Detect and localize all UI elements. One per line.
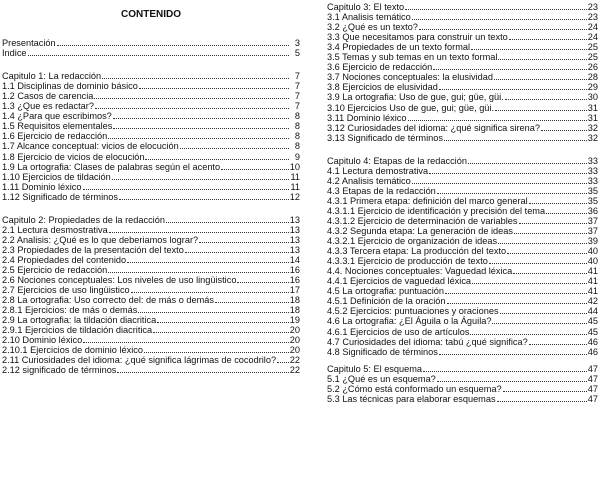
toc-entry-label: Capitulo 4: Etapas de la redacción (327, 155, 467, 166)
toc-leader-dots (131, 291, 289, 293)
toc-entry-page: 46 (587, 346, 598, 357)
toc-leader-dots (277, 361, 289, 363)
toc-entry-page: 22 (289, 365, 300, 376)
toc-entry-page: 8 (294, 121, 300, 132)
toc-entry (327, 196, 598, 206)
toc-entry-page: 16 (289, 264, 300, 275)
toc-entry (2, 305, 300, 315)
toc-entry-label: 2.5 Ejercicio de redacción (2, 264, 108, 275)
toc-leader-dots (507, 252, 587, 254)
toc-entry-label: 4.3.2.1 Ejercicio de organización de ideas (327, 236, 498, 247)
toc-entry-label: 3.4 Propiedades de un texto formal (327, 42, 471, 53)
toc-entry-page: 45 (587, 316, 598, 327)
toc-leader-dots (529, 343, 587, 345)
toc-entry-page: 24 (587, 22, 598, 33)
toc-entry (327, 236, 598, 246)
toc-entry (327, 113, 598, 123)
toc-entry-page: 40 (587, 256, 598, 267)
toc-entry (2, 121, 300, 131)
toc-entry-label: 4.7 Curiosidades del idioma: tabú ¿qué significa? (327, 336, 528, 347)
toc-entry-page: 33 (587, 175, 598, 186)
toc-entry-page: 7 (294, 91, 300, 102)
toc-entry-label: 2.3 Propiedades de la presentación del texto (2, 244, 184, 255)
toc-entry-page: 47 (587, 383, 598, 394)
toc-leader-dots (138, 311, 288, 313)
toc-entry-label: 2.8.1 Ejercicios: de más o demás (2, 305, 138, 316)
toc-leader-dots (529, 202, 587, 204)
toc-entry-label: 3.9 La ortografia: Uso de gue, gui; güe, güi. (327, 92, 504, 103)
toc-entry (2, 275, 300, 285)
toc-entry (2, 38, 300, 48)
toc-entry-page: 36 (587, 205, 598, 216)
toc-entry (327, 347, 598, 357)
toc-entry-page: 46 (587, 336, 598, 347)
toc-entry (327, 306, 598, 316)
toc-entry-label: 2.2 Analisis: ¿Qué es lo que deberiamos lograr? (2, 234, 199, 245)
toc-entry-label: 4.3 Etapas de la redacción (327, 185, 436, 196)
toc-entry-label: 4.8 Significado de términos (327, 346, 438, 357)
toc-entry-label: Capitulo 3: El texto (327, 2, 405, 13)
toc-left-column (2, 0, 300, 375)
toc-entry-page: 13 (289, 244, 300, 255)
toc-entry-label: Presentación (2, 38, 56, 49)
toc-leader-dots (112, 178, 289, 180)
toc-entry (327, 374, 598, 384)
toc-entry-page: 17 (289, 285, 300, 296)
toc-leader-dots (108, 271, 289, 273)
toc-leader-dots (185, 251, 289, 253)
toc-entry (2, 192, 300, 202)
toc-entry-label: 4.3.1 Primera etapa: definición del marco general (327, 195, 528, 206)
toc-entry (2, 131, 300, 141)
toc-entry (2, 355, 300, 365)
toc-entry-page: 11 (290, 171, 300, 182)
toc-entry-label: 1.9 La ortografia: Clases de palabras según el acento (2, 161, 221, 172)
toc-entry (2, 245, 300, 255)
toc-entry-page: 32 (587, 132, 598, 143)
toc-entry (2, 235, 300, 245)
toc-entry-page: 20 (289, 335, 300, 346)
toc-entry-label: 1.3 ¿Que es redactar? (2, 101, 94, 112)
toc-entry-label: 1.1 Disciplinas de dominio básico (2, 81, 138, 92)
toc-entry-label: 2.8 La ortografia: Uso correcto del: de más o demás (2, 295, 214, 306)
toc-entry-page: 7 (294, 71, 300, 82)
toc-entry-page: 39 (587, 236, 598, 247)
toc-entry-page: 20 (289, 325, 300, 336)
toc-entry-label: 4.5.2 Ejercicios: puntuaciones y oraciones (327, 306, 499, 317)
toc-entry-label: 4.4.1 Ejercicios de vaguedad léxica (327, 276, 472, 287)
toc-leader-dots (546, 212, 587, 214)
toc-entry-page: 18 (289, 295, 300, 306)
toc-leader-dots (498, 58, 586, 60)
toc-leader-dots (412, 182, 587, 184)
toc-entry-label: 3.1 Analisis temático (327, 12, 411, 23)
toc-leader-dots (439, 353, 587, 355)
toc-entry-label: 1.7 Alcance conceptual: vicios de elocución (2, 141, 179, 152)
page-title: CONTENIDO (121, 9, 181, 20)
toc-entry-label: 4.6.1 Ejercicios de uso de artículos (327, 326, 470, 337)
toc-entry-page: 31 (587, 112, 598, 123)
toc-entry-label: 5.2 ¿Cómo está conformado un esquema? (327, 383, 502, 394)
toc-leader-dots (95, 107, 289, 109)
toc-leader-dots (419, 28, 587, 30)
toc-entry (2, 81, 300, 91)
toc-leader-dots (468, 162, 587, 164)
toc-leader-dots (437, 192, 587, 194)
toc-leader-dots (83, 341, 289, 343)
toc-entry-page: 16 (289, 275, 300, 286)
toc-entry-label: 1.5 Requisitos elementales (2, 121, 113, 132)
toc-entry-label: 3.5 Temas y sub temas en un texto formal (327, 52, 498, 63)
toc-entry (327, 102, 598, 112)
toc-leader-dots (221, 168, 289, 170)
toc-leader-dots (237, 281, 288, 283)
toc-entry (327, 266, 598, 276)
toc-entry-label: 4.6 La ortografia: ¿El Águila o la Águila? (327, 316, 492, 327)
toc-entry (2, 335, 300, 345)
toc-entry-page: 23 (587, 2, 598, 13)
toc-entry (327, 316, 598, 326)
toc-leader-dots (500, 312, 587, 314)
toc-entry-page: 42 (587, 296, 598, 307)
toc-entry-page: 12 (289, 191, 300, 202)
toc-entry-page: 44 (587, 306, 598, 317)
toc-entry-page: 24 (587, 32, 598, 43)
toc-entry-label: 4.2 Analisis temático (327, 175, 411, 186)
toc-leader-dots (412, 18, 587, 20)
toc-entry-label: 2.4 Propiedades del contenido (2, 254, 127, 265)
toc-leader-dots (166, 221, 289, 223)
toc-entry-page: 8 (294, 131, 300, 142)
toc-entry-label: Indice (2, 48, 27, 59)
toc-entry-label: 1.4 ¿Para que escribimos? (2, 111, 112, 122)
toc-leader-dots (495, 109, 587, 111)
toc-entry (327, 256, 598, 266)
toc-entry (2, 255, 300, 265)
toc-leader-dots (444, 139, 587, 141)
toc-leader-dots (117, 371, 288, 373)
toc-leader-dots (447, 302, 587, 304)
toc-entry-label: 2.9 La ortografia: la tildación diacritica (2, 315, 157, 326)
toc-leader-dots (180, 147, 289, 149)
toc-entry-page: 5 (294, 48, 300, 59)
toc-entry (327, 337, 598, 347)
toc-entry-label: 4.3.1.1 Ejercicio de identificación y precisión del tema (327, 205, 546, 216)
toc-entry-label: 4.4. Nociones conceptuales: Vaguedad léxica (327, 266, 513, 277)
toc-entry (2, 365, 300, 375)
toc-entry-label: 5.3 Las técnicas para elaborar esquemas (327, 393, 496, 404)
toc-leader-dots (514, 232, 587, 234)
toc-entry (2, 225, 300, 235)
toc-entry (2, 91, 300, 101)
toc-leader-dots (513, 272, 587, 274)
toc-entry-page: 18 (289, 305, 300, 316)
toc-leader-dots (519, 222, 587, 224)
toc-entry-label: 1.10 Ejercicios de tildación (2, 171, 111, 182)
toc-entry-label: 3.2 ¿Qué es un texto? (327, 22, 418, 33)
toc-entry-label: 5.1 ¿Qué es un esquema? (327, 373, 436, 384)
toc-leader-dots (199, 241, 289, 243)
toc-leader-dots (108, 137, 289, 139)
toc-entry-label: 3.10 Ejercicios Uso de gue, gui; güe, güi. (327, 102, 495, 113)
toc-entry-label: 4.3.3.1 Ejercicio de producción de texto (327, 256, 488, 267)
toc-entry (2, 162, 300, 172)
toc-entry-page: 33 (587, 165, 598, 176)
toc-entry-page: 41 (587, 276, 598, 287)
toc-entry-label: 1.2 Casos de carencia (2, 91, 94, 102)
toc-entry (2, 265, 300, 275)
toc-leader-dots (472, 282, 587, 284)
toc-leader-dots (113, 117, 289, 119)
toc-leader-dots (541, 129, 587, 131)
toc-entry-label: 2.12 significado de términos (2, 365, 117, 376)
toc-entry-page: 30 (587, 92, 598, 103)
toc-list-right (327, 2, 598, 404)
toc-entry (327, 226, 598, 236)
toc-entry-label: 2.6 Nociones conceptuales: Los niveles de uso lingüistico (2, 275, 237, 286)
toc-entry (2, 48, 300, 58)
toc-entry (2, 141, 300, 151)
toc-entry (327, 286, 598, 296)
toc-entry-label: 3.7 Nociones conceptuales: la elusividad (327, 72, 493, 83)
toc-entry (327, 246, 598, 256)
toc-leader-dots (470, 333, 586, 335)
toc-entry (327, 186, 598, 196)
toc-entry-page: 47 (587, 363, 598, 374)
toc-entry (327, 326, 598, 336)
toc-entry-label: 3.3 Que necesitamos para construir un texto (327, 32, 508, 43)
toc-entry-label: 2.9.1 Ejercicios de tildación diacritica (2, 325, 153, 336)
toc-entry-page: 3 (294, 38, 300, 49)
toc-leader-dots (215, 301, 289, 303)
toc-entry-page: 8 (294, 111, 300, 122)
toc-leader-dots (445, 292, 587, 294)
toc-entry (327, 166, 598, 176)
toc-entry-label: 4.3.2 Segunda etapa: La generación de ideas (327, 226, 513, 237)
toc-entry-page: 37 (587, 215, 598, 226)
toc-entry-label: 3.8 Ejercicios de elusividad (327, 82, 438, 93)
toc-entry-page: 26 (587, 62, 598, 73)
toc-entry (327, 123, 598, 133)
toc-entry-page: 40 (587, 246, 598, 257)
toc-entry (327, 206, 598, 216)
toc-entry-label: 4.3.3 Tercera etapa: La producción del texto (327, 246, 507, 257)
toc-entry-page: 45 (587, 326, 598, 337)
toc-leader-dots (102, 77, 289, 79)
toc-entry-label: 3.11 Dominio léxico (327, 112, 407, 123)
toc-leader-dots (433, 68, 587, 70)
toc-leader-dots (509, 38, 587, 40)
toc-leader-dots (83, 188, 290, 190)
toc-entry (327, 176, 598, 186)
toc-entry-page: 22 (289, 355, 300, 366)
toc-entry (2, 285, 300, 295)
toc-entry-page: 41 (587, 286, 598, 297)
toc-entry-label: 1.11 Dominio léxico (2, 181, 82, 192)
toc-entry-page: 14 (289, 254, 300, 265)
toc-entry-page: 9 (294, 151, 300, 162)
toc-leader-dots (439, 88, 587, 90)
toc-entry-page: 47 (587, 393, 598, 404)
toc-entry-page: 19 (289, 315, 300, 326)
toc-entry-page: 13 (289, 234, 300, 245)
toc-entry (2, 315, 300, 325)
toc-entry-label: 2.1 Lectura desmostrativa (2, 224, 108, 235)
toc-entry (327, 133, 598, 143)
toc-entry-label: 4.1 Lectura demostrativa (327, 165, 429, 176)
toc-entry (2, 172, 300, 182)
toc-entry-page: 41 (587, 266, 598, 277)
toc-entry-label: Capitulo 5: El esquema (327, 363, 422, 374)
toc-leader-dots (429, 172, 587, 174)
toc-entry (327, 72, 598, 82)
toc-entry (2, 151, 300, 161)
toc-leader-dots (405, 8, 587, 10)
toc-entry-page: 13 (289, 214, 300, 225)
toc-entry-label: 1.8 Ejercicio de vicios de elocución (2, 151, 145, 162)
toc-entry-label: Capitulo 1: La redacción (2, 71, 102, 82)
toc-leader-dots (145, 158, 289, 160)
toc-entry (327, 92, 598, 102)
toc-leader-dots (127, 261, 289, 263)
toc-leader-dots (492, 322, 586, 324)
toc-leader-dots (144, 351, 289, 353)
toc-entry-label: Capitulo 2: Propiedades de la redacción (2, 214, 165, 225)
toc-entry (327, 276, 598, 286)
toc-leader-dots (489, 262, 587, 264)
toc-leader-dots (503, 390, 587, 392)
toc-leader-dots (109, 231, 289, 233)
toc-leader-dots (57, 44, 289, 46)
toc-leader-dots (408, 119, 587, 121)
toc-leader-dots (471, 48, 587, 50)
toc-entry-page: 10 (289, 161, 300, 172)
toc-entry-label: 3.12 Curiosidades del idioma: ¿qué significa sirena? (327, 122, 540, 133)
toc-entry-label: 2.7 Ejercicios de uso lingüistico (2, 285, 130, 296)
toc-entry-page: 25 (587, 42, 598, 53)
toc-entry-page: 37 (587, 226, 598, 237)
toc-entry-label: 4.5 La ortografia: puntuación (327, 286, 444, 297)
toc-entry (327, 296, 598, 306)
toc-list-left (2, 38, 300, 375)
toc-entry-page: 20 (289, 345, 300, 356)
toc-entry (2, 182, 300, 192)
toc-entry-page: 33 (587, 155, 598, 166)
toc-entry (2, 71, 300, 81)
toc-entry (327, 2, 598, 12)
toc-entry (327, 12, 598, 22)
toc-leader-dots (505, 98, 587, 100)
toc-leader-dots (494, 78, 587, 80)
toc-entry-page: 7 (294, 81, 300, 92)
toc-leader-dots (139, 87, 289, 89)
toc-entry (327, 364, 598, 374)
toc-entry-label: 4.5.1 Definición de la oración (327, 296, 446, 307)
toc-entry (327, 32, 598, 42)
toc-entry (2, 111, 300, 121)
toc-entry (327, 394, 598, 404)
toc-leader-dots (28, 54, 289, 56)
toc-entry-page: 13 (289, 224, 300, 235)
toc-entry (2, 101, 300, 111)
toc-entry (2, 345, 300, 355)
toc-entry (327, 156, 598, 166)
toc-entry-label: 3.13 Significado de términos (327, 132, 443, 143)
toc-entry (2, 295, 300, 305)
toc-entry (327, 42, 598, 52)
toc-leader-dots (423, 370, 587, 372)
toc-entry-page: 35 (587, 195, 598, 206)
toc-entry (327, 22, 598, 32)
toc-entry (2, 215, 300, 225)
toc-leader-dots (119, 198, 289, 200)
toc-leader-dots (113, 127, 289, 129)
toc-entry-page: 25 (587, 52, 598, 63)
toc-entry-page: 7 (294, 101, 300, 112)
toc-entry-page: 11 (290, 181, 300, 192)
toc-entry-page: 23 (587, 12, 598, 23)
toc-entry-label: 1.6 Ejercicio de redacción (2, 131, 108, 142)
toc-entry-page: 47 (587, 373, 598, 384)
toc-entry (327, 82, 598, 92)
toc-entry (327, 216, 598, 226)
toc-entry-page: 31 (587, 102, 598, 113)
toc-entry-label: 3.6 Ejercicio de redacción (327, 62, 433, 73)
toc-entry (2, 325, 300, 335)
toc-entry (327, 52, 598, 62)
toc-leader-dots (497, 400, 587, 402)
toc-entry (327, 62, 598, 72)
toc-entry-page: 8 (294, 141, 300, 152)
toc-leader-dots (153, 331, 289, 333)
toc-entry-page: 29 (587, 82, 598, 93)
toc-entry-page: 35 (587, 185, 598, 196)
toc-leader-dots (157, 321, 289, 323)
toc-entry-label: 4.3.1.2 Ejercicio de determinación de variables (327, 215, 518, 226)
toc-entry-page: 32 (587, 122, 598, 133)
toc-entry-label: 2.10.1 Ejercicios de dominio léxico (2, 345, 143, 356)
toc-entry-page: 28 (587, 72, 598, 83)
toc-entry-label: 1.12 Significado de términos (2, 191, 118, 202)
toc-leader-dots (437, 380, 587, 382)
toc-leader-dots (498, 242, 587, 244)
toc-right-column (327, 0, 598, 404)
toc-entry (327, 384, 598, 394)
toc-entry-label: 2.11 Curiosidades del idioma: ¿qué significa lágrimas de cocodrilo? (2, 355, 277, 366)
toc-entry-label: 2.10 Dominio léxico (2, 335, 83, 346)
toc-leader-dots (94, 97, 289, 99)
